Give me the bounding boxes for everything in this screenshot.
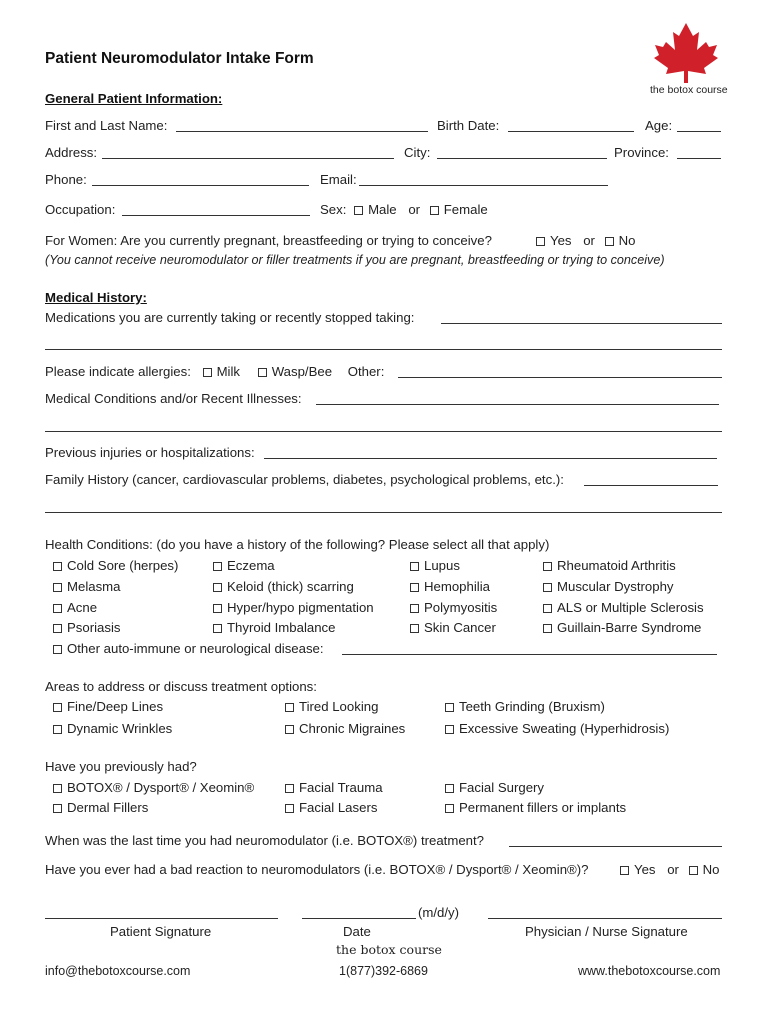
women-yes-no (536, 234, 635, 247)
previous-heading: Have you previously had? (45, 759, 197, 774)
areas-item (285, 722, 405, 735)
areas-item (445, 700, 605, 713)
areas-item (53, 700, 163, 713)
bad-reaction-no-label: No (702, 862, 720, 877)
injuries-label: Previous injuries or hospitalizations: (45, 445, 255, 460)
health-label: Skin Cancer (424, 620, 496, 635)
previous-item (285, 781, 383, 794)
health-checkbox[interactable] (543, 583, 552, 592)
areas-checkbox[interactable] (53, 725, 62, 734)
areas-heading: Areas to address or discuss treatment options: (45, 679, 317, 694)
previous-checkbox[interactable] (285, 784, 294, 793)
footer-email[interactable]: info@thebotoxcourse.com (45, 964, 191, 978)
previous-label: Facial Lasers (299, 800, 378, 815)
allergies-other-field[interactable] (398, 377, 722, 378)
first-last-name-field[interactable] (176, 131, 428, 132)
conditions-field[interactable] (316, 404, 719, 405)
last-time-label: When was the last time you had neuromodulator (i.e. BOTOX®) treatment? (45, 833, 484, 848)
health-checkbox[interactable] (53, 562, 62, 571)
health-label: ALS or Multiple Sclerosis (557, 600, 704, 615)
health-col1-item (53, 601, 97, 614)
previous-item (53, 781, 254, 794)
health-checkbox[interactable] (53, 624, 62, 633)
health-col2-item (213, 621, 335, 634)
health-col4-item (543, 601, 704, 614)
allergies-other-label: Other: (347, 364, 385, 379)
previous-checkbox[interactable] (53, 804, 62, 813)
health-col1-item (53, 621, 121, 634)
birth-date-label: Birth Date: (437, 118, 500, 133)
female-label: Female (443, 202, 488, 217)
occupation-label: Occupation: (45, 202, 116, 217)
physician-signature-field[interactable] (488, 918, 722, 919)
areas-checkbox[interactable] (445, 725, 454, 734)
health-other-field[interactable] (342, 654, 717, 655)
previous-item (53, 801, 148, 814)
family-field[interactable] (584, 485, 718, 486)
women-no-checkbox[interactable] (605, 237, 614, 246)
health-checkbox[interactable] (543, 624, 552, 633)
male-checkbox[interactable] (354, 206, 363, 215)
health-checkbox[interactable] (53, 604, 62, 613)
previous-checkbox[interactable] (53, 784, 62, 793)
health-col4-item (543, 621, 701, 634)
footer-website[interactable]: www.thebotoxcourse.com (578, 964, 721, 978)
health-col3-item (410, 601, 497, 614)
health-other-item (53, 642, 324, 655)
province-field[interactable] (677, 158, 721, 159)
previous-item (445, 781, 544, 794)
bad-reaction-yes-checkbox[interactable] (620, 866, 629, 875)
health-col1-item (53, 580, 121, 593)
health-checkbox[interactable] (410, 604, 419, 613)
address-field[interactable] (102, 158, 394, 159)
women-no-label: No (618, 233, 636, 248)
previous-label: BOTOX® / Dysport® / Xeomin® (67, 780, 255, 795)
health-label: Melasma (67, 579, 121, 594)
page-title: Patient Neuromodulator Intake Form (45, 50, 314, 67)
occupation-field[interactable] (122, 215, 310, 216)
health-label: Lupus (424, 558, 460, 573)
health-checkbox[interactable] (53, 583, 62, 592)
city-label: City: (404, 145, 431, 160)
milk-checkbox[interactable] (203, 368, 212, 377)
health-checkbox[interactable] (410, 583, 419, 592)
wasp-label: Wasp/Bee (271, 364, 333, 379)
health-col2-item (213, 580, 354, 593)
date-field[interactable] (302, 918, 416, 919)
areas-label: Chronic Migraines (299, 721, 406, 736)
health-label: Psoriasis (67, 620, 121, 635)
women-note: (You cannot receive neuromodulator or filler treatments if you are pregnant, breastfeeding or trying to conceive) (45, 253, 665, 267)
health-label: Rheumatoid Arthritis (557, 558, 676, 573)
bad-reaction-or-text: or (667, 862, 679, 877)
bad-reaction-no-checkbox[interactable] (689, 866, 698, 875)
previous-checkbox[interactable] (285, 804, 294, 813)
health-label: Hemophilia (424, 579, 490, 594)
health-checkbox[interactable] (410, 624, 419, 633)
allergies-label: Please indicate allergies: (45, 364, 191, 379)
conditions-field-2[interactable] (45, 431, 722, 432)
health-checkbox[interactable] (213, 583, 222, 592)
footer-brand: the botox course (336, 942, 442, 957)
bad-reaction-label: Have you ever had a bad reaction to neuromodulators (i.e. BOTOX® / Dysport® / Xeomin®)? (45, 862, 589, 877)
health-label: Thyroid Imbalance (227, 620, 336, 635)
areas-checkbox[interactable] (285, 703, 294, 712)
previous-label: Permanent fillers or implants (459, 800, 627, 815)
areas-label: Fine/Deep Lines (67, 699, 164, 714)
age-field[interactable] (677, 131, 721, 132)
previous-item (285, 801, 377, 814)
first-last-name-label: First and Last Name: (45, 118, 168, 133)
health-label: Acne (67, 600, 98, 615)
wasp-checkbox[interactable] (258, 368, 267, 377)
medical-heading: Medical History: (45, 290, 147, 305)
areas-label: Excessive Sweating (Hyperhidrosis) (459, 721, 670, 736)
areas-label: Teeth Grinding (Bruxism) (459, 699, 605, 714)
date-format: (m/d/y) (418, 905, 460, 920)
physician-signature-label: Physician / Nurse Signature (525, 924, 688, 939)
health-checkbox[interactable] (543, 562, 552, 571)
areas-checkbox[interactable] (445, 703, 454, 712)
health-col4-item (543, 559, 676, 572)
health-label: Hyper/hypo pigmentation (227, 600, 374, 615)
health-other-checkbox[interactable] (53, 645, 62, 654)
previous-item (445, 801, 626, 814)
previous-checkbox[interactable] (445, 804, 454, 813)
areas-item (445, 722, 669, 735)
health-checkbox[interactable] (213, 624, 222, 633)
city-field[interactable] (437, 158, 607, 159)
previous-checkbox[interactable] (445, 784, 454, 793)
medications-field-2[interactable] (45, 349, 722, 350)
health-col3-item (410, 621, 496, 634)
milk-label: Milk (216, 364, 241, 379)
bad-reaction-yes-label: Yes (634, 862, 656, 877)
footer-phone: 1(877)392-6869 (339, 964, 428, 978)
health-label: Guillain-Barre Syndrome (557, 620, 702, 635)
medications-label: Medications you are currently taking or recently stopped taking: (45, 310, 415, 325)
areas-label: Tired Looking (299, 699, 379, 714)
health-label: Cold Sore (herpes) (67, 558, 179, 573)
email-label: Email: (320, 172, 357, 187)
address-label: Address: (45, 145, 98, 160)
phone-label: Phone: (45, 172, 87, 187)
medications-field[interactable] (441, 323, 722, 324)
patient-signature-field[interactable] (45, 918, 278, 919)
or-text: or (408, 202, 421, 217)
areas-checkbox[interactable] (53, 703, 62, 712)
health-col2-item (213, 601, 374, 614)
sex-row (320, 203, 488, 216)
women-question: For Women: Are you currently pregnant, breastfeeding or trying to conceive? (45, 233, 492, 248)
health-checkbox[interactable] (543, 604, 552, 613)
family-label: Family History (cancer, cardiovascular problems, diabetes, psychological problems, etc.): (45, 472, 564, 487)
male-label: Male (368, 202, 397, 217)
province-label: Province: (614, 145, 669, 160)
areas-item (53, 722, 172, 735)
bad-reaction-yes-no (620, 863, 719, 876)
logo (648, 20, 728, 100)
logo-text: the botox course (650, 84, 728, 96)
health-checkbox[interactable] (213, 562, 222, 571)
general-heading: General Patient Information: (45, 91, 223, 106)
health-col2-item (213, 559, 275, 572)
family-field-2[interactable] (45, 512, 722, 513)
last-time-field[interactable] (509, 846, 722, 847)
women-yes-checkbox[interactable] (536, 237, 545, 246)
previous-label: Dermal Fillers (67, 800, 149, 815)
conditions-label: Medical Conditions and/or Recent Illnesses: (45, 391, 302, 406)
injuries-field[interactable] (264, 458, 717, 459)
date-label: Date (343, 924, 371, 939)
health-col3-item (410, 580, 490, 593)
health-label: Muscular Dystrophy (557, 579, 674, 594)
health-col1-item (53, 559, 178, 572)
female-checkbox[interactable] (430, 206, 439, 215)
age-label: Age: (645, 118, 673, 133)
health-checkbox[interactable] (213, 604, 222, 613)
allergies-row (45, 365, 384, 378)
birth-date-field[interactable] (508, 131, 634, 132)
areas-checkbox[interactable] (285, 725, 294, 734)
health-other-label: Other auto-immune or neurological disease: (67, 641, 324, 656)
health-label: Eczema (227, 558, 275, 573)
health-col3-item (410, 559, 460, 572)
health-label: Polymyositis (424, 600, 498, 615)
previous-label: Facial Trauma (299, 780, 383, 795)
health-label: Keloid (thick) scarring (227, 579, 354, 594)
email-field[interactable] (359, 185, 608, 186)
women-or-text: or (583, 233, 595, 248)
women-yes-label: Yes (550, 233, 572, 248)
areas-label: Dynamic Wrinkles (67, 721, 173, 736)
maple-leaf-icon (648, 20, 724, 84)
areas-item (285, 700, 378, 713)
previous-label: Facial Surgery (459, 780, 545, 795)
health-heading: Health Conditions: (do you have a history of the following? Please select all that apply) (45, 537, 550, 552)
health-col4-item (543, 580, 674, 593)
sex-label: Sex: (320, 202, 347, 217)
phone-field[interactable] (92, 185, 309, 186)
patient-signature-label: Patient Signature (110, 924, 212, 939)
health-checkbox[interactable] (410, 562, 419, 571)
